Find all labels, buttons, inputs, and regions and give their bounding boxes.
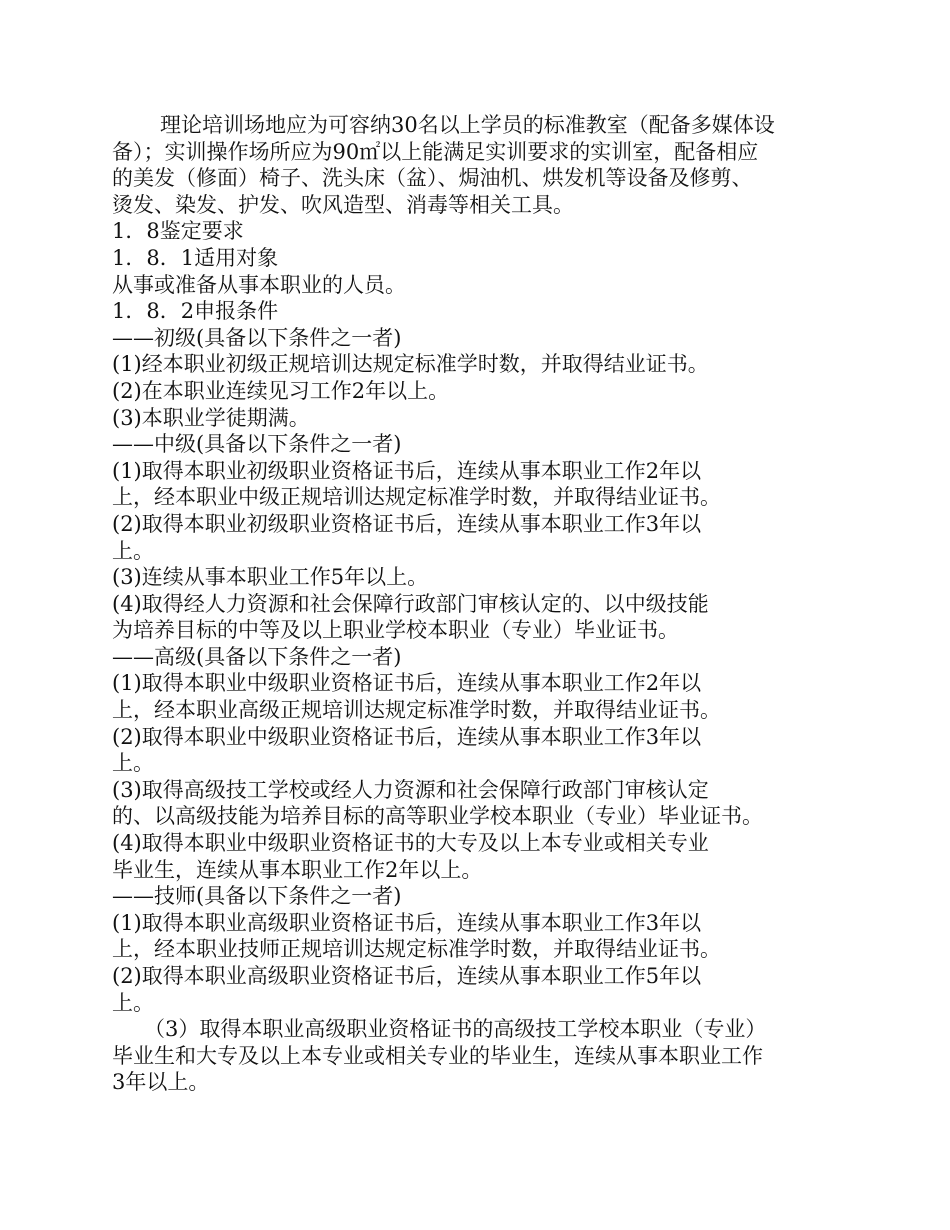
paragraph-line: 理论培训场地应为可容纳30名以上学员的标准教室（配备多媒体设 xyxy=(160,113,775,137)
list-item-continuation: 上，经本职业中级正规培训达规定标准学时数，并取得结业证书。 xyxy=(112,485,721,510)
list-item: (1)取得本职业初级职业资格证书后，连续从事本职业工作2年以 xyxy=(112,458,702,483)
list-item-continuation: 毕业生，连续从事本职业工作2年以上。 xyxy=(112,857,483,882)
list-item: (4)取得本职业中级职业资格证书的大专及以上本专业或相关专业 xyxy=(112,831,709,856)
paragraph-line: 烫发、染发、护发、吹风造型、消毒等相关工具。 xyxy=(112,192,574,217)
paragraph-line: 备）；实训操作场所应为90㎡以上能满足实训要求的实训室，配备相应 xyxy=(112,139,759,164)
list-item-continuation: 3年以上。 xyxy=(112,1070,210,1095)
level-heading: ——高级(具备以下条件之一者) xyxy=(112,644,402,669)
list-item: (2)取得本职业中级职业资格证书后，连续从事本职业工作3年以 xyxy=(112,724,702,749)
list-item-continuation: 上，经本职业技师正规培训达规定标准学时数，并取得结业证书。 xyxy=(112,937,721,962)
list-item-continuation: 的、以高级技能为培养目标的高等职业学校本职业（专业）毕业证书。 xyxy=(112,804,763,829)
level-heading: ——初级(具备以下条件之一者) xyxy=(112,325,402,350)
list-item: (3)本职业学徒期满。 xyxy=(112,405,310,430)
list-item-continuation: 上。 xyxy=(112,751,154,776)
section-heading: 1．8鉴定要求 xyxy=(112,219,244,244)
paragraph-line: 从事或准备从事本职业的人员。 xyxy=(112,272,406,297)
list-item: (1)取得本职业高级职业资格证书后，连续从事本职业工作3年以 xyxy=(112,910,702,935)
list-item: (2)取得本职业初级职业资格证书后，连续从事本职业工作3年以 xyxy=(112,511,702,536)
list-item-continuation: 毕业生和大专及以上本专业或相关专业的毕业生，连续从事本职业工作 xyxy=(112,1043,763,1068)
list-item: (1)取得本职业中级职业资格证书后，连续从事本职业工作2年以 xyxy=(112,671,702,696)
subsection-heading: 1．8．2申报条件 xyxy=(112,299,279,324)
list-item: (2)在本职业连续见习工作2年以上。 xyxy=(112,378,450,403)
level-heading: ——中级(具备以下条件之一者) xyxy=(112,432,402,457)
list-item: (1)经本职业初级正规培训达规定标准学时数，并取得结业证书。 xyxy=(112,352,709,377)
subsection-heading: 1．8．1适用对象 xyxy=(112,245,279,270)
list-item: (4)取得经人力资源和社会保障行政部门审核认定的、以中级技能 xyxy=(112,591,709,616)
list-item-continuation: 上。 xyxy=(112,538,154,563)
paragraph-line: 的美发（修面）椅子、洗头床（盆）、焗油机、烘发机等设备及修剪、 xyxy=(112,166,753,191)
level-heading: ——技师(具备以下条件之一者) xyxy=(112,884,402,909)
list-item-continuation: 为培养目标的中等及以上职业学校本职业（专业）毕业证书。 xyxy=(112,618,679,643)
list-item: (2)取得本职业高级职业资格证书后，连续从事本职业工作5年以 xyxy=(112,964,702,988)
list-item: （3）取得本职业高级职业资格证书的高级技工学校本职业（专业） xyxy=(144,1017,767,1042)
list-item: (3)取得高级技工学校或经人力资源和社会保障行政部门审核认定 xyxy=(112,777,709,802)
list-item-continuation: 上。 xyxy=(112,990,154,1015)
document-body xyxy=(112,112,842,1096)
list-item: (3)连续从事本职业工作5年以上。 xyxy=(112,565,429,590)
list-item-continuation: 上，经本职业高级正规培训达规定标准学时数，并取得结业证书。 xyxy=(112,698,721,723)
